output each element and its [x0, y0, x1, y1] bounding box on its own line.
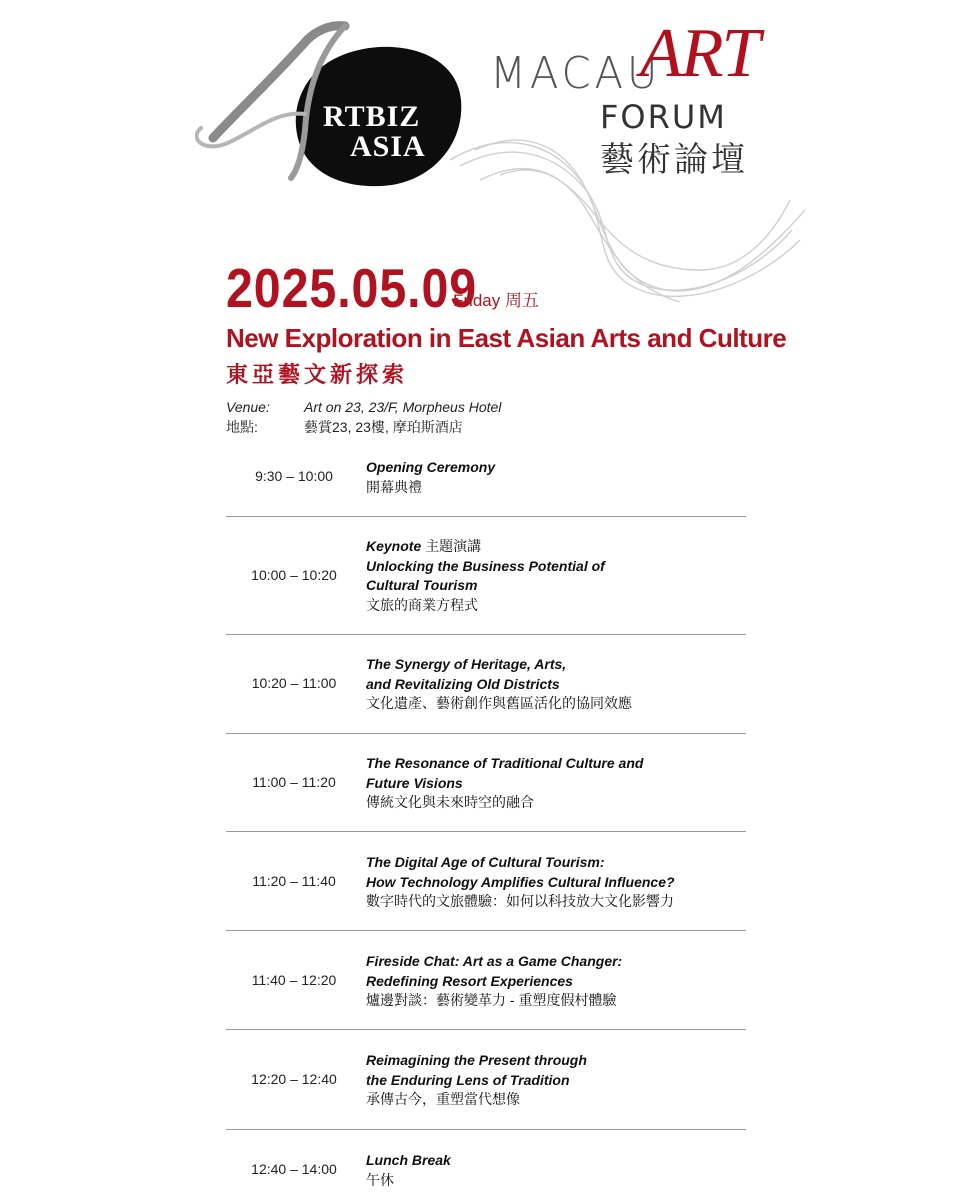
- forum-chinese-wordmark: 藝術論壇: [600, 140, 748, 180]
- event-day: Friday 周五: [453, 291, 539, 310]
- event-title-zh: 東亞藝文新探索: [226, 362, 409, 387]
- venue-label-zh: 地點:: [226, 419, 258, 435]
- session-title-line: Unlocking the Business Potential of: [366, 557, 605, 574]
- event-date: 2025.05.09: [226, 257, 478, 319]
- session-row: [226, 1129, 746, 1199]
- session-title-line: How Technology Amplifies Cultural Influence?: [366, 873, 675, 890]
- venue-block: [226, 397, 501, 437]
- session-title-zh: 數字時代的文旅體驗：如何以科技放大文化影響力: [366, 893, 674, 909]
- session-time: 11:00 – 11:20: [252, 774, 336, 790]
- session-row: [226, 930, 746, 1029]
- venue-label-en: Venue:: [226, 399, 270, 415]
- session-title-zh: 爐邊對談：藝術變革力 - 重塑度假村體驗: [366, 992, 617, 1008]
- venue-value-zh: 藝賞23, 23樓, 摩珀斯酒店: [304, 419, 463, 435]
- session-title-line: Redefining Resort Experiences: [366, 972, 573, 989]
- event-title-en: New Exploration in East Asian Arts and Culture: [226, 323, 787, 353]
- session-time: 12:20 – 12:40: [251, 1071, 337, 1087]
- session-title-line: Reimagining the Present through: [366, 1052, 587, 1068]
- session-time: 10:00 – 10:20: [251, 567, 337, 583]
- session-row: [226, 831, 746, 930]
- session-time: 11:40 – 12:20: [251, 972, 337, 988]
- session-title-zh: 午休: [366, 1171, 394, 1188]
- session-title-line: The Synergy of Heritage, Arts,: [366, 656, 567, 672]
- session-title-line: Cultural Tourism: [366, 577, 478, 593]
- session-title-line: the Enduring Lens of Tradition: [366, 1071, 570, 1088]
- session-title-zh: 開幕典禮: [366, 478, 422, 495]
- session-title-line: and Revitalizing Old Districts: [366, 675, 560, 692]
- session-time: 12:40 – 14:00: [251, 1161, 337, 1177]
- session-title-zh: 承傳古今，重塑當代想像: [366, 1091, 520, 1107]
- session-title-line: Opening Ceremony: [366, 459, 496, 475]
- artbiz-line2: ASIA: [350, 130, 426, 163]
- session-time: 11:20 – 11:40: [252, 873, 336, 889]
- session-title-line: The Digital Age of Cultural Tourism:: [366, 854, 605, 870]
- session-title-line: The Resonance of Traditional Culture and: [366, 755, 644, 771]
- artbiz-line1: RTBIZ: [323, 100, 421, 133]
- session-row: [226, 1029, 746, 1129]
- macau-wordmark: MACAU: [490, 48, 662, 99]
- session-time: 10:20 – 11:00: [251, 675, 337, 691]
- session-row: [226, 634, 746, 733]
- session-title-line: Future Visions: [366, 774, 463, 791]
- session-row: [226, 733, 746, 831]
- session-title-line: Fireside Chat: Art as a Game Changer:: [366, 953, 623, 969]
- forum-wordmark: FORUM: [600, 98, 727, 136]
- keynote-label-zh: 主題演講: [425, 538, 482, 554]
- session-row: [226, 516, 746, 634]
- art-wordmark: ART: [640, 15, 759, 92]
- keynote-label: Keynote: [366, 538, 422, 554]
- session-title-line: Lunch Break: [366, 1152, 451, 1168]
- session-title-zh: 文化遺產、藝術創作與舊區活化的協同效應: [366, 695, 632, 711]
- session-title-zh: 傳統文化與未來時空的融合: [366, 794, 534, 810]
- venue-value-en: Art on 23, 23/F, Morpheus Hotel: [304, 399, 502, 415]
- session-time: 9:30 – 10:00: [255, 468, 333, 484]
- session-title-zh: 文旅的商業方程式: [366, 596, 478, 613]
- session-row: [226, 446, 746, 516]
- artbiz-asia-logo: [195, 18, 470, 190]
